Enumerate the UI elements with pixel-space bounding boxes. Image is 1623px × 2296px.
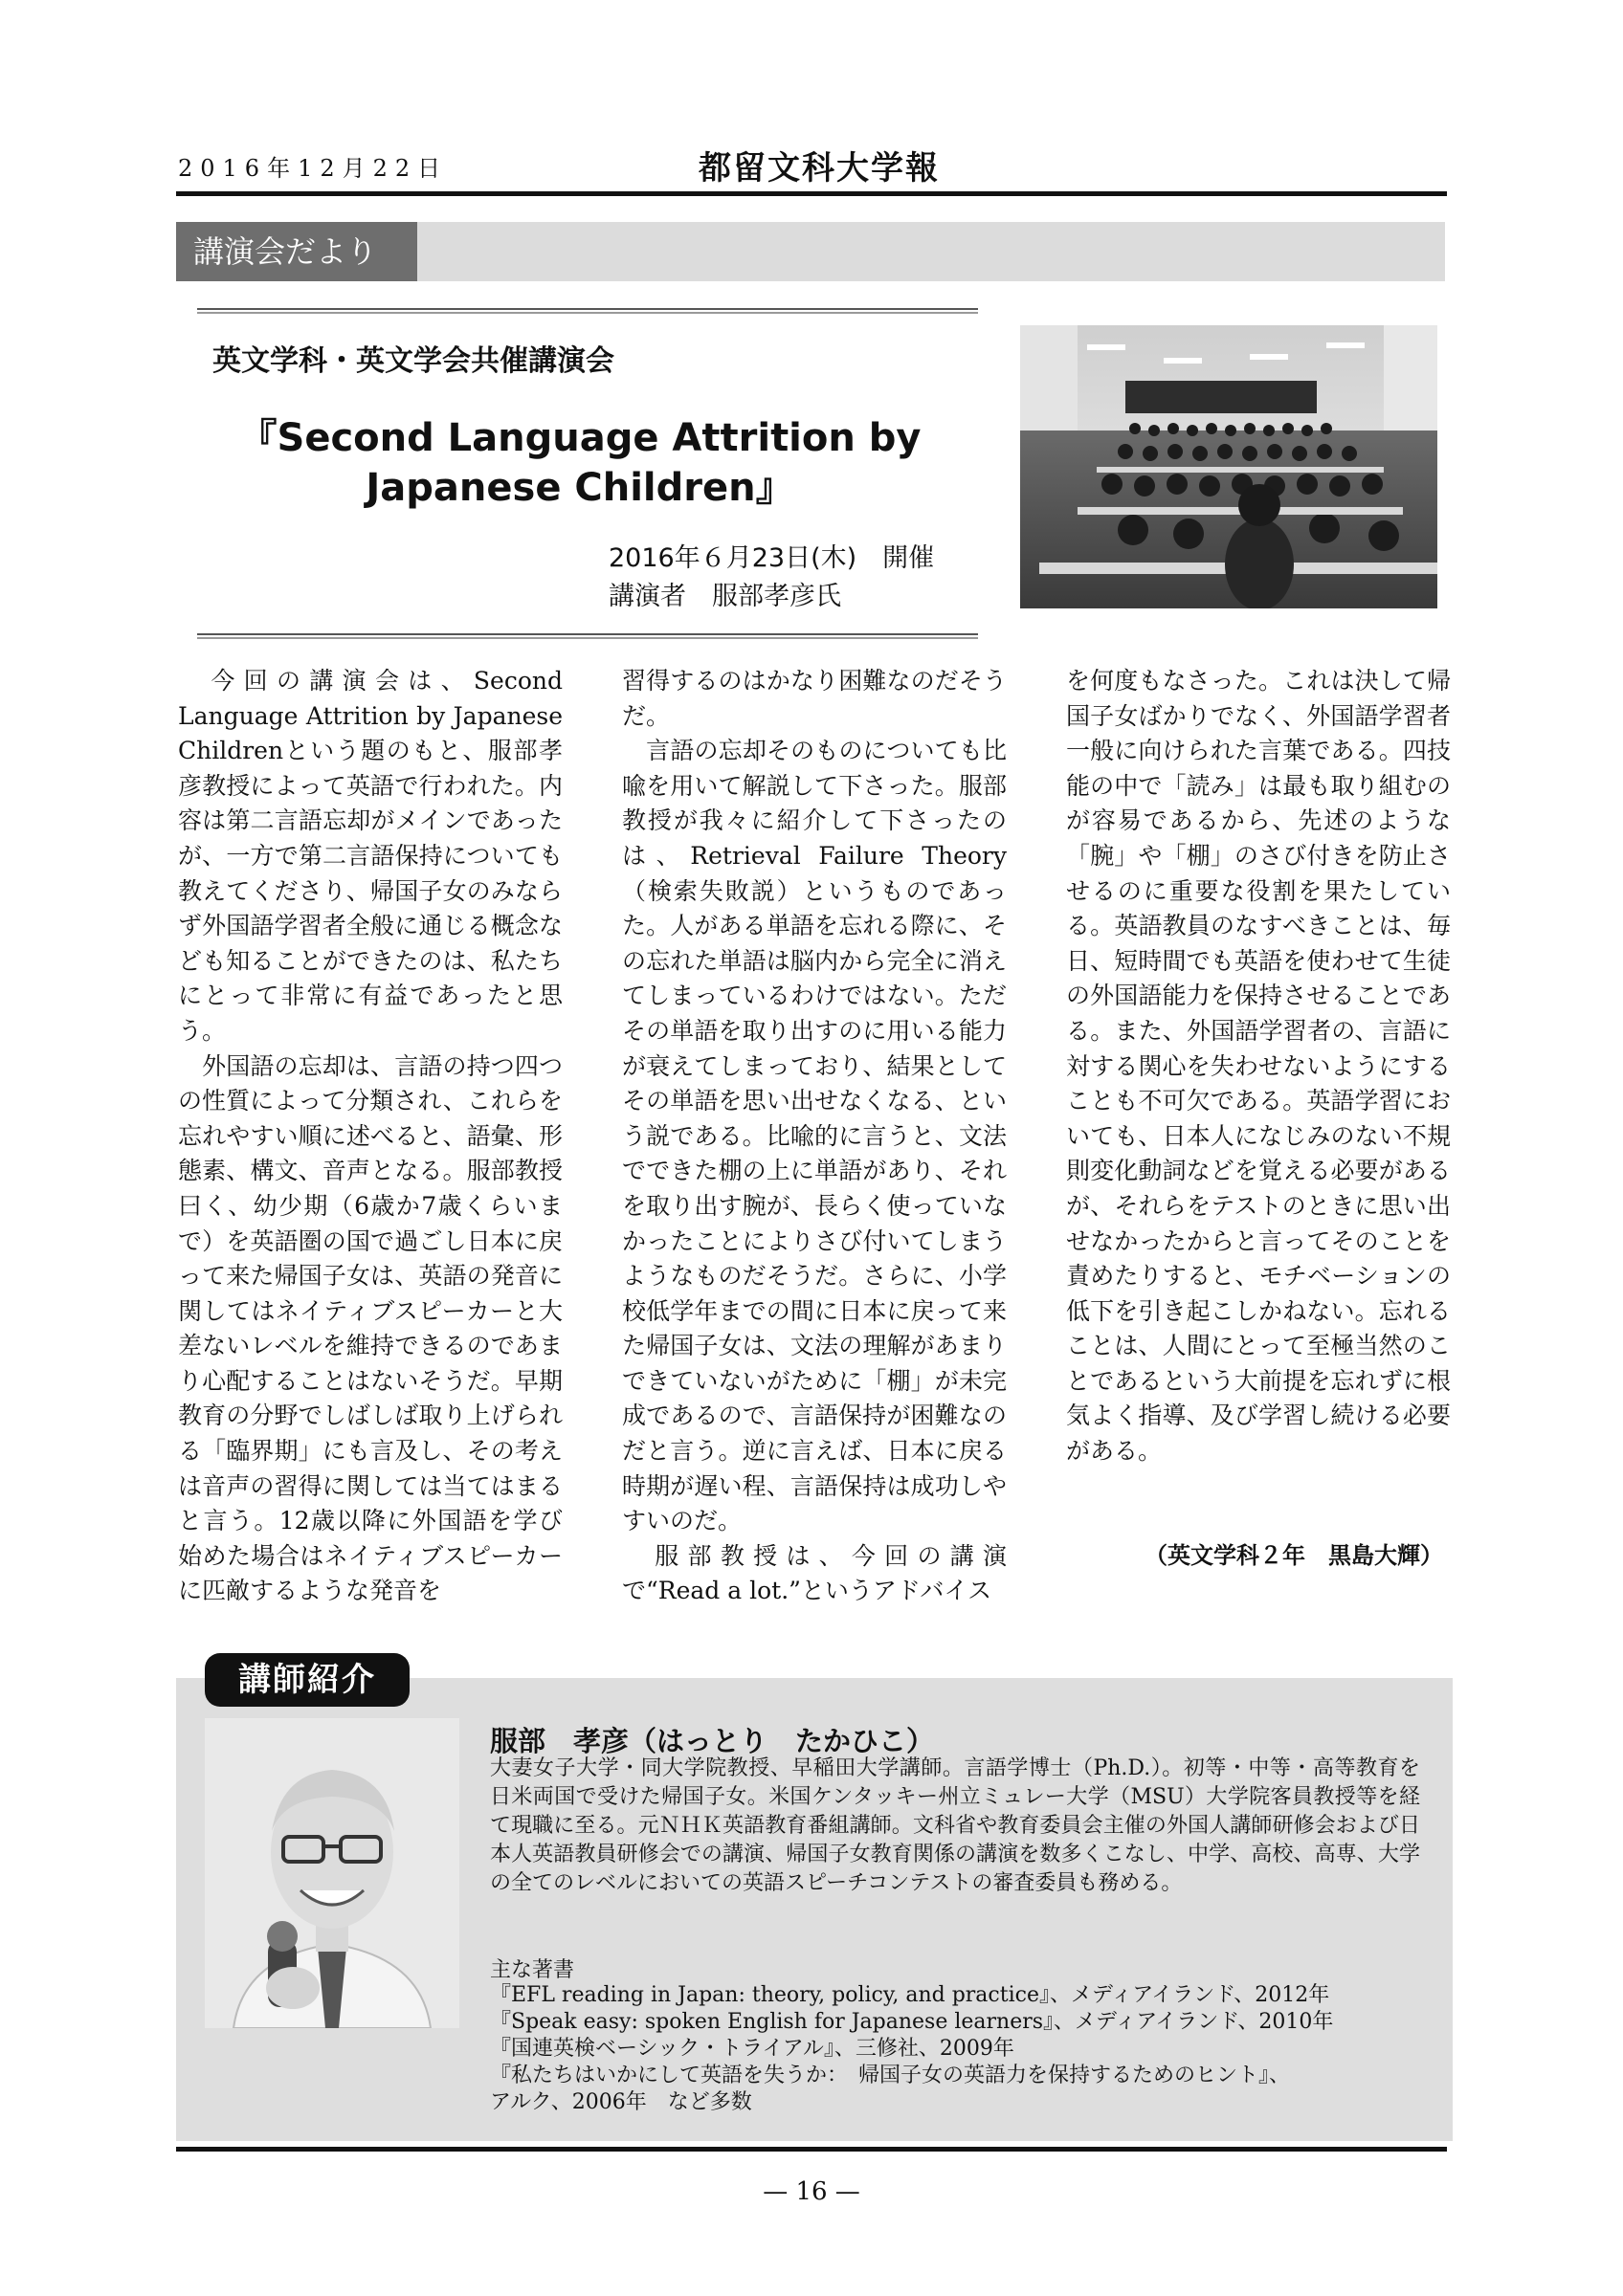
article-column-2 [622,664,1007,1609]
article-paragraph: 習得するのはかなり困難なのだそうだ。 [622,667,1007,730]
article-paragraph: を何度もなさった。これは決して帰国子女ばかりでなく、外国語学習者一般に向けられた言葉である。四技能の中で「読み」は最も取り組むのが容易であるから、先述のような「腕」や「棚」のさび付きを防止させるのに重要な役割を果たしている。英語教員のなすべきことは、毎日、短時間でも英語を使わせて生徒の外国語能力を保持させることである。また、外国語学習者の、言語に対する関心を失わせないようにすることも不可欠である。英語学習においても、日本人になじみのない不規則変化動詞などを覚える必要があるが、それらをテストのときに思い出せなかったからと言ってそのことを責めたりすると、モチベーションの低下を引き起こしかねない。忘れることは、人間にとって至極当然のことであるという大前提を忘れずに根気よく指導、及び学習し続ける必要がある。 [1066,667,1451,1466]
article-column-3 [1066,664,1451,1469]
lecture-speaker: 講演者 服部孝彦氏 [609,582,841,611]
speaker-bio: 大妻女子大学・同大学院教授、早稲田大学講師。言語学博士（Ph.D.）。初等・中等・高等教育を日米両国で受けた帰国子女。米国ケンタッキー州立ミュレー大学（MSU）大学院客員教授等を経て現職に至る。元ＮＨＫ英語教育番組講師。文科省や教育委員会主催の外国人講師研修会および日本人英語教員研修会での講演、帰国子女教育関係の講演を数多くこなし、中学、高校、高専、大学の全てのレベルにおいての英語スピーチコンテストの審査委員も務める。 [490,1756,1420,1895]
article-paragraph: 言語の忘却そのものについても比喩を用いて解説して下さった。服部教授が我々に紹介して下さったのは、Retrieval Failure Theory（検索失敗説）というものであった。人がある単語を忘れる際に、その忘れた単語は脳内から完全に消えてしまっているわけではない。ただその単語を取り出すのに用いる能力が衰えてしまっており、結果としてその単語を思い出せなくなる、という説である。比喩的に言うと、文法でできた棚の上に単語があり、それを取り出す腕が、長らく使っていなかったことによりさび付いてしまうようなものだそうだ。さらに、小学校低学年までの間に日本に戻って来た帰国子女は、文法の理解があまりできていないがために「棚」が未完成であるので、言語保持が困難なのだと言う。逆に言えば、日本に戻る時期が遅い程、言語保持は成功しやすいのだ。 [622,737,1007,1535]
lecture-hall-photo [1020,325,1437,608]
works-list [490,1982,1428,2116]
article-paragraph: 今回の講演会は、Second Language Attrition by Japanese Childrenという題のもと、服部孝彦教授によって英語で行われた。内容は第二言語忘却がメインであったが、一方で第二言語保持についても教えてくださり、帰国子女のみならず外国語学習者全般に通じる概念なども知ることができたのは、私たちにとって非常に有益であったと思う。 [178,667,563,1045]
speaker-profile-tab: 講師紹介 [205,1653,410,1707]
speaker-portrait [205,1718,459,2028]
lecture-title: 『Second Language Attrition by Japanese Children』 [238,416,922,510]
footer-rule [176,2147,1447,2152]
list-item: 『Speak easy: spoken English for Japanese learners』、メディアイランド、2010年 [490,2010,1334,2034]
article-paragraph: 外国語の忘却は、言語の持つ四つの性質によって分類され、これらを忘れやすい順に述べると、語彙、形態素、構文、音声となる。服部教授曰く、幼少期（6歳か7歳くらいまで）を英語圏の国で過ごし日本に戻って来た帰国子女は、英語の発音に関してはネイティブスピーカーと大差ないレベルを維持できるのであまり心配することはないそうだ。早期教育の分野でしばしば取り上げられる「臨界期」にも言及し、その考えは音声の習得に関しては当てはまると言う。12歳以降に外国語を学び始めた場合はネイティブスピーカーに匹敵するような発音を [178,1051,563,1605]
publication-title: 都留文科大学報 [699,149,940,188]
list-item: アルク、2006年 など多数 [490,2090,752,2114]
works-heading: 主な著書 [490,1958,575,1982]
page-number: — 16 — [763,2177,860,2206]
list-item: 『国連英検ベーシック・トライアル』、三修社、2009年 [490,2037,1014,2061]
title-top-rule [197,308,978,314]
speaker-portrait-drawing [205,1718,459,2028]
list-item: 『EFL reading in Japan: theory, policy, and practice』、メディアイランド、2012年 [490,1983,1330,2007]
lecture-date: 2016年６月23日(木) 開催 [609,543,935,573]
title-bottom-rule [197,633,978,639]
lecture-meta [609,540,934,616]
lecture-hall-photo-drawing [1020,325,1437,608]
header-rule [176,191,1447,196]
section-label: 講演会だより [176,222,417,281]
article-byline: （英文学科２年 黒島大輝） [1145,1542,1443,1569]
issue-date: 2016年12月22日 [178,155,449,182]
speaker-name: 服部 孝彦（はっとり たかひこ） [490,1725,935,1757]
article-paragraph: 服部教授は、今回の講演で“Read a lot.”というアドバイス [622,1541,1007,1605]
article-column-1 [178,664,563,1609]
lecture-organizer: 英文学科・英文学会共催講演会 [212,344,614,378]
list-item: 『私たちはいかにして英語を失うか： 帰国子女の英語力を保持するためのヒント』、 [490,2064,1291,2087]
